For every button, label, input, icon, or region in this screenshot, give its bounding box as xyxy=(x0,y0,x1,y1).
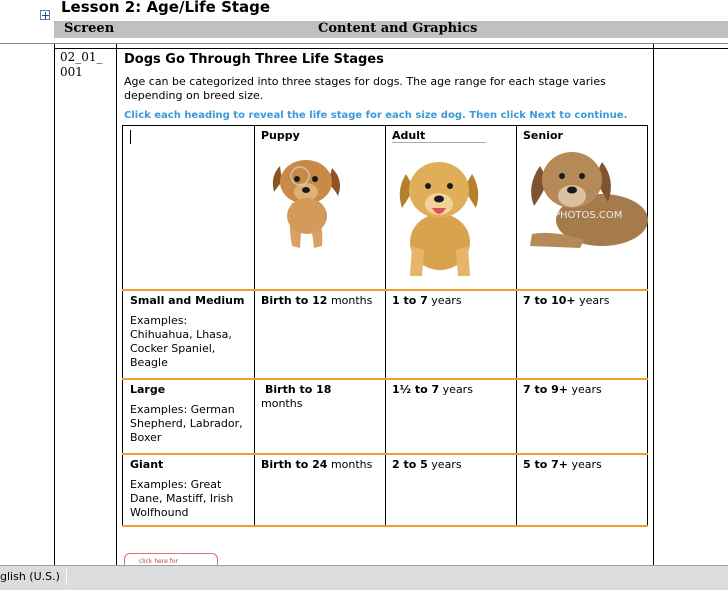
large-adult-range xyxy=(392,383,520,397)
lesson-title: Lesson 2: Age/Life Stage xyxy=(61,0,271,16)
small-senior-unit: years xyxy=(575,294,610,307)
size-label-large: Large xyxy=(130,383,166,396)
heading-adult[interactable]: Adult xyxy=(392,129,426,142)
large-puppy-unit: months xyxy=(261,397,303,410)
text-cursor xyxy=(130,130,131,144)
small-senior-bold: 7 to 10+ xyxy=(523,294,576,307)
large-adult-unit: years xyxy=(439,383,473,396)
large-senior-bold: 7 to 9+ xyxy=(523,383,568,396)
status-separator xyxy=(66,569,67,585)
grid-line-v0 xyxy=(122,125,123,527)
adult-dog-image xyxy=(392,150,484,278)
small-puppy-bold: Birth to 12 xyxy=(261,294,328,307)
click-here-button[interactable]: click here for xyxy=(124,553,218,573)
giant-senior-unit: years xyxy=(568,458,602,471)
table-left-border xyxy=(54,44,55,565)
slide-description: Age can be categorized into three stages for dogs. The age range for each stage varies depending on breed size. xyxy=(124,75,606,102)
giant-adult-range xyxy=(392,458,520,472)
header-screen: Screen xyxy=(64,21,115,36)
row-large-size[interactable] xyxy=(130,383,252,445)
table-header-row xyxy=(54,21,728,38)
adult-heading-underline xyxy=(392,142,486,143)
heading-puppy[interactable]: Puppy xyxy=(261,129,300,142)
small-senior-range xyxy=(523,294,651,308)
table-column-divider-right xyxy=(653,44,654,565)
giant-senior-range xyxy=(523,458,651,472)
examples-large: Examples: German Shepherd, Labrador, Boxer xyxy=(130,403,243,444)
small-puppy-unit: months xyxy=(327,294,373,307)
grid-row-divider-1 xyxy=(122,289,648,291)
examples-giant: Examples: Great Dane, Mastiff, Irish Wolfhound xyxy=(130,478,234,519)
giant-puppy-range xyxy=(261,458,389,472)
giant-puppy-unit: months xyxy=(327,458,373,471)
small-adult-bold: 1 to 7 xyxy=(392,294,428,307)
photos-watermark: PHOTOS.COM xyxy=(554,210,623,221)
status-bar xyxy=(0,565,728,590)
large-adult-bold: 1½ to 7 xyxy=(392,383,440,396)
screen-id: 02_01_001 xyxy=(60,50,103,79)
grid-row-divider-4 xyxy=(122,525,648,527)
puppy-image xyxy=(262,146,352,254)
row-giant-size[interactable] xyxy=(130,458,252,520)
header-content: Content and Graphics xyxy=(318,21,478,36)
size-label-giant: Giant xyxy=(130,458,164,471)
examples-small: Examples: Chihuahua, Lhasa, Cocker Spaniel, Beagle xyxy=(130,314,232,369)
row-small-size[interactable] xyxy=(130,294,252,370)
grid-line-v1 xyxy=(254,125,255,527)
small-puppy-range xyxy=(261,294,389,308)
header-divider xyxy=(0,43,728,44)
large-senior-unit: years xyxy=(568,383,602,396)
large-puppy-bold: Birth to 18 xyxy=(265,383,332,396)
giant-adult-unit: years xyxy=(427,458,462,471)
grid-row-divider-3 xyxy=(122,453,648,455)
table-column-divider xyxy=(116,44,117,565)
slide-heading: Dogs Go Through Three Life Stages xyxy=(124,52,384,67)
small-adult-unit: years xyxy=(427,294,462,307)
size-label-small: Small and Medium xyxy=(130,294,245,307)
large-senior-range xyxy=(523,383,651,397)
grid-row-divider-2 xyxy=(122,378,648,380)
senior-dog-image xyxy=(524,140,648,252)
giant-puppy-bold: Birth to 24 xyxy=(261,458,328,471)
large-puppy-range xyxy=(261,383,381,411)
small-adult-range xyxy=(392,294,520,308)
table-move-handle-icon[interactable] xyxy=(40,10,50,20)
slide-instruction: Click each heading to reveal the life stage for each size dog. Then click Next to continue. xyxy=(124,110,628,121)
row-top-border xyxy=(54,48,728,49)
giant-senior-bold: 5 to 7+ xyxy=(523,458,568,471)
language-indicator[interactable]: glish (U.S.) xyxy=(0,570,67,583)
heading-senior[interactable]: Senior xyxy=(523,129,563,142)
giant-adult-bold: 2 to 5 xyxy=(392,458,428,471)
